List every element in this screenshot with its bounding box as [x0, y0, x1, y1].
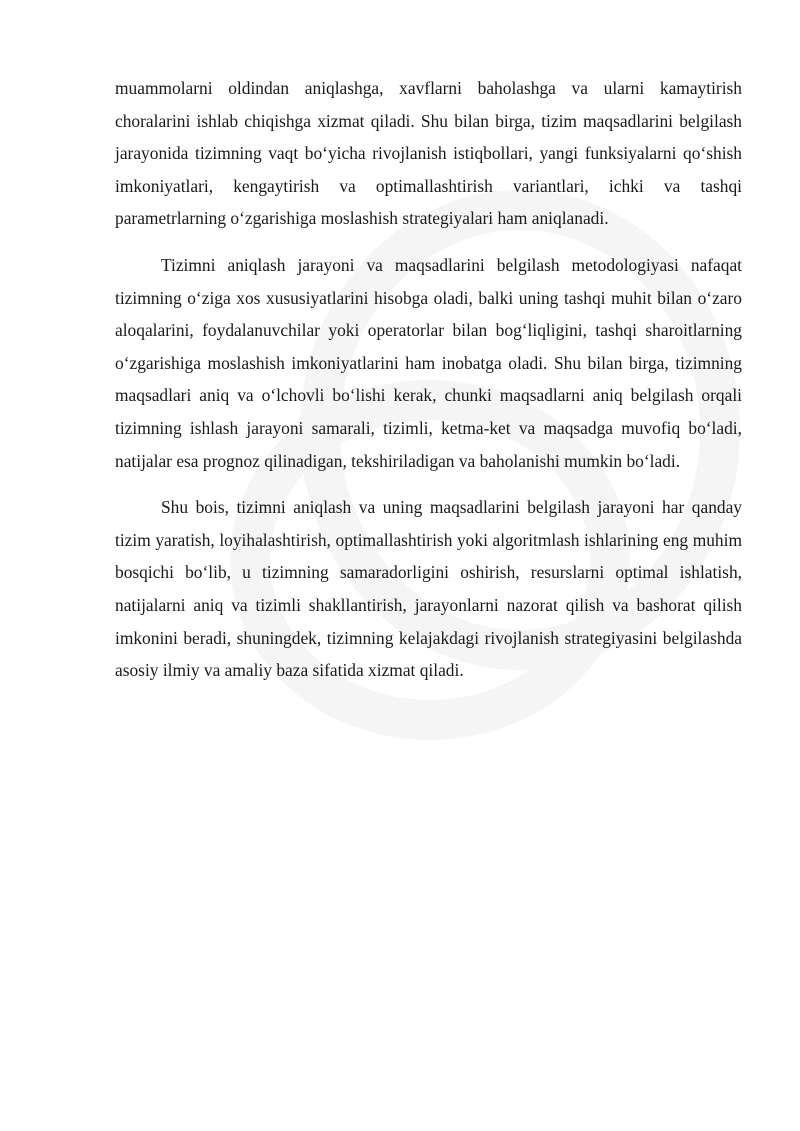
paragraph-2: Tizimni aniqlash jarayoni va maqsadlarini belgilash metodologiyasi nafaqat tizimning o‘ziga xos xususiyatlarini hisobga oladi, balki uning tashqi muhit bilan o‘zaro aloqalarini, foydalanuvchilar yoki operatorlar bilan bog‘liqligini, tashqi sharoitlarning o‘zgarishiga moslashish imkoniyatlarini ham inobatga oladi. Shu bilan birga, tizimning maqsadlari aniq va o‘lchovli bo‘lishi kerak, chunki maqsadlarni aniq belgilash orqali tizimning ishlash jarayoni samarali, tizimli, ketma-ket va maqsadga muvofiq bo‘ladi, natijalar esa prognoz qilinadigan, tekshiriladigan va baholanishi mumkin bo‘ladi. — [115, 254, 742, 471]
document-body — [115, 72, 742, 687]
paragraph-3: Shu bois, tizimni aniqlash va uning maqsadlarini belgilash jarayoni har qanday tizim yaratish, loyihalashtirish, optimallashtirish yoki algoritmlash ishlarining eng muhim bosqichi bo‘lib, u tizimning samaradorligini oshirish, resurslarni optimal ishlatish, natijalarni aniq va tizimli shakllantirish, jarayonlarni nazorat qilish va bashorat qilish imkonini beradi, shuningdek, tizimning kelajakdagi rivojlanish strategiyasini belgilashda asosiy ilmiy va amaliy baza sifatida xizmat qiladi. — [115, 497, 742, 681]
paragraph-1: muammolarni oldindan aniqlashga, xavflarni baholashga va ularni kamaytirish choralarini ishlab chiqishga xizmat qiladi. Shu bilan birga, tizim maqsadlarini belgilash jarayonida tizimning vaqt bo‘yicha rivojlanish istiqbollari, yangi funksiyalarni qo‘shish imkoniyatlari, kengaytirish va optimallashtirish variantlari, ichki va tashqi parametrlarning o‘zgarishiga moslashish strategiyalari ham aniqlanadi. — [115, 78, 742, 229]
